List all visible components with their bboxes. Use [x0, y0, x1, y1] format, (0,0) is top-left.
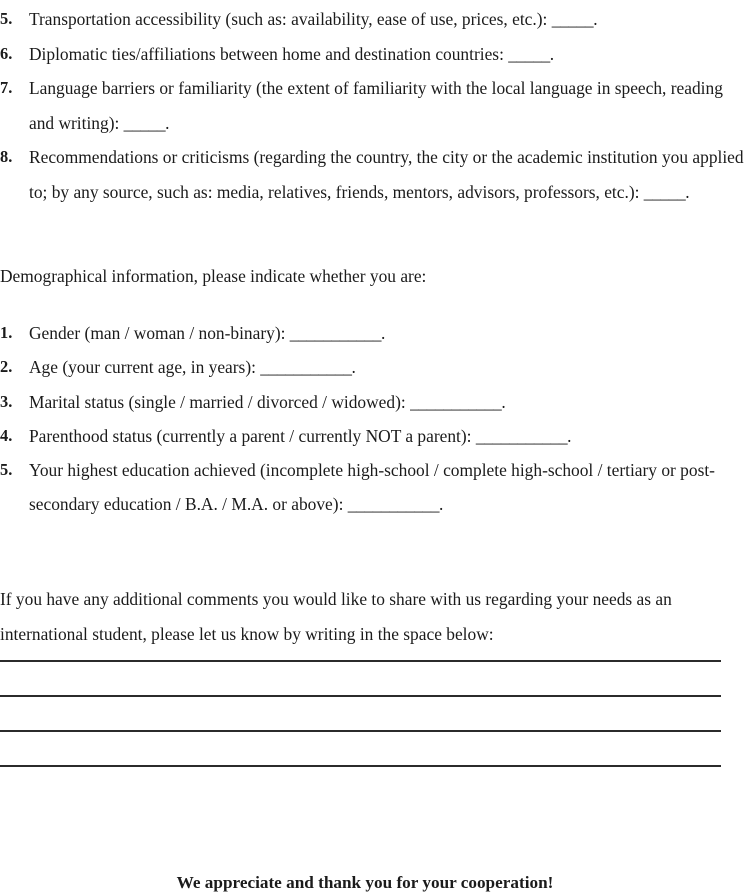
question-text — [29, 78, 723, 133]
demographics-list — [0, 316, 748, 522]
question-number: 6. — [0, 43, 13, 63]
demographic-number: 5. — [0, 460, 13, 480]
demographic-number: 2. — [0, 357, 13, 377]
question-number: 8. — [0, 147, 13, 167]
demographic-text — [29, 460, 715, 514]
demographic-label: Age (your current age, in years): — [29, 357, 261, 378]
demographic-item — [0, 385, 748, 419]
comments-prompt-block — [0, 582, 748, 651]
demographic-text — [29, 392, 506, 412]
writing-line[interactable] — [0, 660, 721, 662]
demographic-trailing-punctuation: . — [567, 425, 572, 446]
question-answer-blank[interactable]: _____ — [508, 43, 550, 64]
question-answer-blank[interactable]: _____ — [123, 112, 166, 133]
question-trailing-punctuation: . — [165, 112, 170, 133]
closing-message: We appreciate and thank you for your cooperation! — [176, 873, 554, 892]
demographic-item — [0, 350, 748, 384]
question-trailing-punctuation: . — [549, 43, 555, 64]
demographics-heading: Demographical information, please indicate whether you are: — [0, 266, 427, 286]
demographic-text — [29, 323, 385, 343]
demographic-number: 1. — [0, 323, 13, 342]
question-item — [0, 2, 748, 37]
question-text — [29, 147, 744, 202]
question-trailing-punctuation: . — [685, 181, 690, 202]
demographic-text — [29, 357, 356, 377]
demographic-answer-blank[interactable]: ___________ — [347, 494, 439, 515]
demographic-item — [0, 419, 748, 453]
question-label: Transportation accessibility (such as: availability, ease of use, prices, etc.): — [29, 9, 552, 29]
writing-line[interactable] — [0, 730, 721, 732]
question-trailing-punctuation: . — [593, 9, 598, 29]
demographic-trailing-punctuation: . — [501, 391, 506, 412]
demographic-label: Gender (man / woman / non-binary): — [29, 323, 290, 343]
demographics-block — [0, 316, 748, 522]
demographic-number: 3. — [0, 391, 13, 411]
demographic-answer-blank[interactable]: ___________ — [410, 391, 502, 412]
question-label: Diplomatic ties/affiliations between home and destination countries: — [29, 43, 509, 64]
question-item — [0, 37, 748, 72]
demographic-trailing-punctuation: . — [381, 323, 386, 343]
upper-questions-block — [0, 2, 748, 210]
demographic-label: Your highest education achieved (incomplete high-school / complete high-school / tertiary or post-secondary education / B.A. / M.A. or above): — [29, 460, 715, 515]
demographic-item — [0, 316, 748, 350]
demographic-trailing-punctuation: . — [351, 357, 356, 378]
demographic-answer-blank[interactable]: ___________ — [475, 425, 568, 446]
demographics-heading-block — [0, 259, 748, 294]
upper-questions-list — [0, 2, 748, 210]
footer-block — [0, 871, 748, 895]
demographic-trailing-punctuation: . — [439, 494, 444, 515]
demographic-number: 4. — [0, 425, 13, 445]
question-label: Language barriers or familiarity (the extent of familiarity with the local language in speech, reading and writing): — [29, 78, 723, 133]
demographic-label: Parenthood status (currently a parent / currently NOT a parent): — [29, 425, 476, 446]
demographic-answer-blank[interactable]: ___________ — [289, 323, 382, 343]
writing-line[interactable] — [0, 695, 721, 697]
question-item — [0, 71, 748, 140]
question-item — [0, 140, 748, 209]
demographic-answer-blank[interactable]: ___________ — [260, 357, 352, 378]
question-text — [29, 44, 554, 64]
writing-lines-area[interactable] — [0, 660, 748, 767]
question-label: Recommendations or criticisms (regarding the country, the city or the academic institution you applied to; by any source, such as: media, relatives, friends, mentors, advisors, professors, etc.): — [29, 147, 744, 202]
question-text — [29, 9, 598, 29]
question-answer-blank[interactable]: _____ — [643, 181, 686, 202]
question-number: 7. — [0, 78, 13, 98]
question-answer-blank[interactable]: _____ — [551, 9, 594, 29]
comments-prompt: If you have any additional comments you would like to share with us regarding your needs as an international student, please let us know by writing in the space below: — [0, 589, 672, 644]
demographic-label: Marital status (single / married / divorced / widowed): — [29, 391, 411, 412]
demographic-item — [0, 453, 748, 522]
demographic-text — [29, 426, 571, 446]
question-number: 5. — [0, 9, 13, 28]
writing-line[interactable] — [0, 765, 721, 767]
